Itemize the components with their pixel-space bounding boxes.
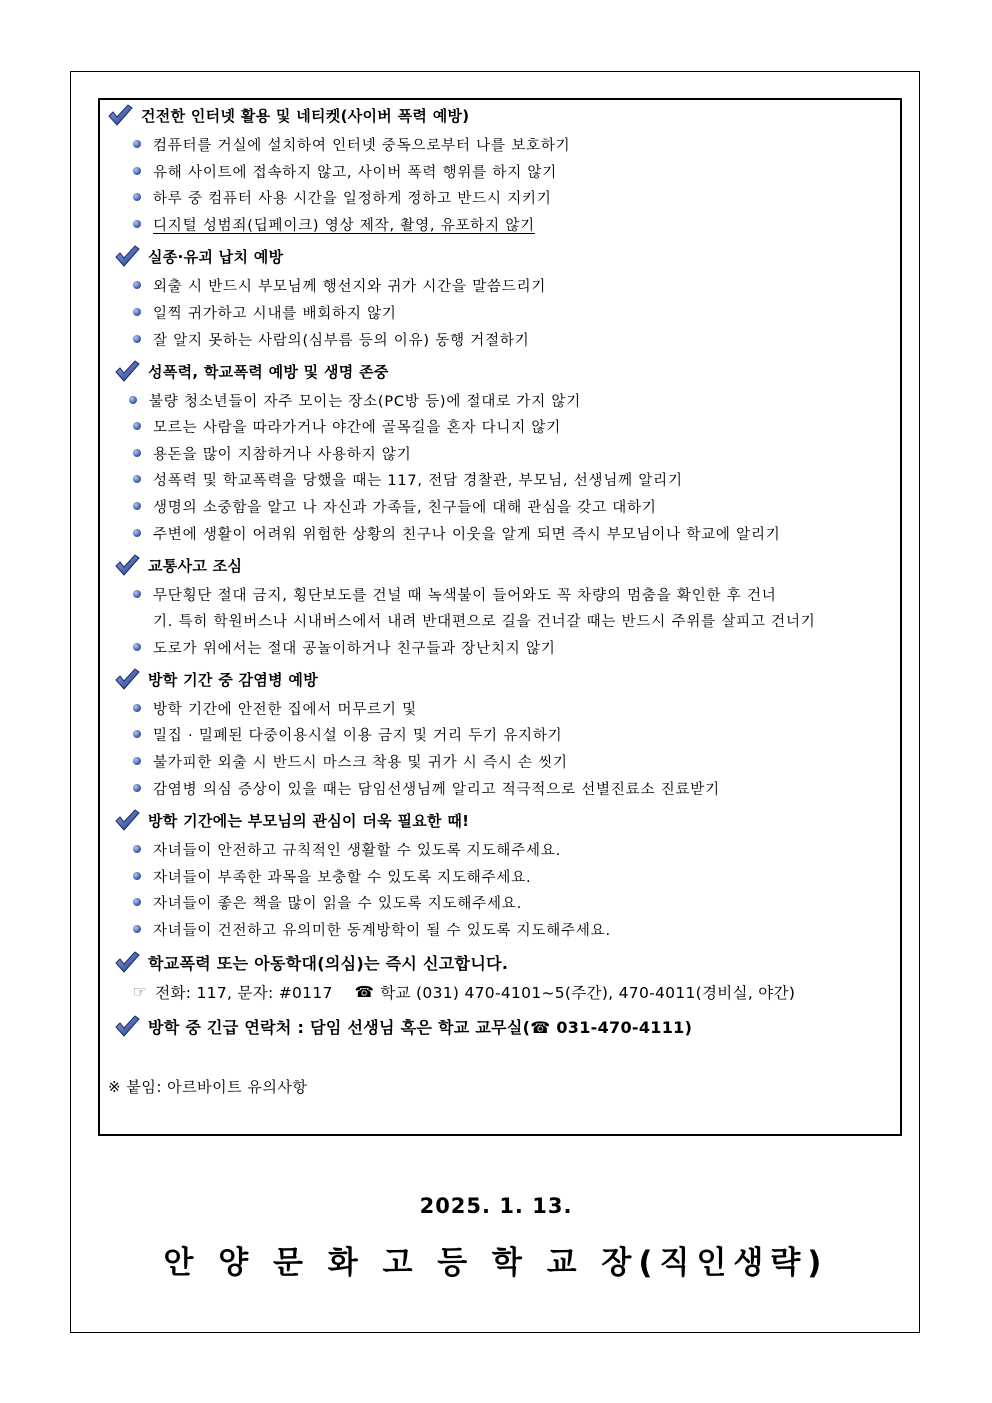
bullet-icon	[133, 502, 141, 510]
list-item: 주변에 생활이 어려워 위험한 상황의 친구나 이웃을 알게 되면 즉시 부모님이나 학교에 알리기	[133, 522, 781, 544]
checkmark-icon	[114, 950, 140, 974]
list-item: 하루 중 컴퓨터 사용 시간을 일정하게 정하고 반드시 지키기	[133, 186, 552, 208]
section-heading	[107, 103, 469, 127]
bullet-icon	[133, 449, 141, 457]
list-item: 디지털 성범죄(딥페이크) 영상 제작, 촬영, 유포하지 않기	[133, 213, 535, 235]
list-item: 불가피한 외출 시 반드시 마스크 착용 및 귀가 시 즉시 손 씻기	[133, 750, 568, 772]
list-item: 무단횡단 절대 금지, 횡단보도를 건널 때 녹색불이 들어와도 꼭 차량의 멈춤을 확인한 후 건너	[133, 583, 777, 605]
bullet-icon	[133, 281, 141, 289]
section-title: 건전한 인터넷 활용 및 네티켓(사이버 폭력 예방)	[141, 106, 470, 125]
list-item: 감염병 의심 증상이 있을 때는 담임선생님께 알리고 적극적으로 선별진료소 진료받기	[133, 777, 720, 799]
pointing-hand-icon: ☞	[133, 983, 148, 1001]
checkmark-icon	[114, 553, 140, 577]
bullet-icon	[133, 193, 141, 201]
bullet-icon	[133, 704, 141, 712]
bullet-icon	[133, 845, 141, 853]
list-item: 자녀들이 부족한 과목을 보충할 수 있도록 지도해주세요.	[133, 865, 531, 887]
list-item-continuation: 기. 특히 학원버스나 시내버스에서 내려 반대편으로 길을 건너갈 때는 반드시 주위를 살피고 건너기	[153, 614, 816, 630]
checkmark-icon	[114, 808, 140, 832]
bullet-icon	[133, 422, 141, 430]
checkmark-icon	[114, 244, 140, 268]
bullet-icon	[133, 335, 141, 343]
section-heading	[114, 808, 469, 832]
section-title: 성폭력, 학교폭력 예방 및 생명 존중	[148, 362, 389, 381]
section-title: 실종·유괴 납치 예방	[148, 247, 284, 266]
school-phone-text: 학교 (031) 470-4101~5(주간), 470-4011(경비실, 야간)	[380, 984, 796, 1002]
list-item: 밀집 · 밀폐된 다중이용시설 이용 금지 및 거리 두기 유지하기	[133, 723, 562, 745]
checkmark-icon	[114, 1014, 140, 1038]
list-item: 방학 기간에 안전한 집에서 머무르기 및	[133, 697, 417, 719]
section-heading	[114, 359, 389, 383]
section-heading	[114, 667, 318, 691]
bullet-icon	[133, 475, 141, 483]
bullet-icon	[133, 643, 141, 651]
section-title: 방학 기간에는 부모님의 관심이 더욱 필요한 때!	[148, 811, 470, 830]
list-item: 잘 알지 못하는 사람의(심부름 등의 이유) 동행 거절하기	[133, 328, 530, 350]
list-item: 자녀들이 안전하고 규칙적인 생활할 수 있도록 지도해주세요.	[133, 838, 561, 860]
section-heading	[114, 1014, 692, 1038]
section-title: 학교폭력 또는 아동학대(의심)는 즉시 신고합니다.	[148, 953, 509, 973]
list-item: 도로가 위에서는 절대 공놀이하거나 친구들과 장난치지 않기	[133, 636, 556, 658]
bullet-icon	[133, 220, 141, 228]
list-item: 외출 시 반드시 부모님께 행선지와 귀가 시간을 말씀드리기	[133, 274, 546, 296]
section-heading	[114, 244, 283, 268]
telephone-icon: ☎	[354, 983, 375, 1001]
list-item: 생명의 소중함을 알고 나 자신과 가족들, 친구들에 대해 관심을 갖고 대하기	[133, 495, 657, 517]
list-item: 성폭력 및 학교폭력을 당했을 때는 117, 전담 경찰관, 부모님, 선생님께 알리기	[133, 468, 683, 490]
list-item: 모르는 사람을 따라가거나 야간에 골목길을 혼자 다니지 않기	[133, 415, 561, 437]
principal-signature: 안 양 문 화 고 등 학 교 장(직인생략)	[163, 1245, 829, 1281]
bullet-icon	[133, 730, 141, 738]
list-item: 일찍 귀가하고 시내를 배회하지 않기	[133, 301, 397, 323]
bullet-icon	[133, 167, 141, 175]
attachment-note: ※ 붙임: 아르바이트 유의사항	[108, 1078, 308, 1096]
checkmark-icon	[114, 667, 140, 691]
section-title: 방학 기간 중 감염병 예방	[148, 670, 318, 689]
list-item: 컴퓨터를 거실에 설치하여 인터넷 중독으로부터 나를 보호하기	[133, 133, 570, 155]
bullet-icon	[133, 784, 141, 792]
bullet-icon	[133, 590, 141, 598]
section-heading	[114, 950, 508, 974]
bullet-icon	[133, 898, 141, 906]
list-item: 용돈을 많이 지참하거나 사용하지 않기	[133, 442, 412, 464]
bullet-icon	[129, 396, 137, 404]
list-item: 자녀들이 좋은 책을 많이 읽을 수 있도록 지도해주세요.	[133, 891, 522, 913]
bullet-icon	[133, 925, 141, 933]
list-item: 유해 사이트에 접속하지 않고, 사이버 폭력 행위를 하지 않기	[133, 160, 557, 182]
bullet-icon	[133, 308, 141, 316]
bullet-icon	[133, 872, 141, 880]
hotline-text: 전화: 117, 문자: #0117	[155, 984, 333, 1002]
document-date: 2025. 1. 13.	[419, 1194, 573, 1218]
bullet-icon	[133, 529, 141, 537]
bullet-icon	[133, 757, 141, 765]
section-title: 교통사고 조심	[148, 556, 243, 575]
bullet-icon	[133, 140, 141, 148]
checkmark-icon	[114, 359, 140, 383]
list-item: 불량 청소년들이 자주 모이는 장소(PC방 등)에 절대로 가지 않기	[129, 389, 581, 411]
checkmark-icon	[107, 103, 133, 127]
section-heading	[114, 553, 242, 577]
report-contact-line	[133, 981, 795, 1003]
list-item: 자녀들이 건전하고 유의미한 동계방학이 될 수 있도록 지도해주세요.	[133, 918, 611, 940]
emergency-contact-title: 방학 중 긴급 연락처 : 담임 선생님 혹은 학교 교무실(☎ 031-470-4111)	[148, 1017, 693, 1037]
